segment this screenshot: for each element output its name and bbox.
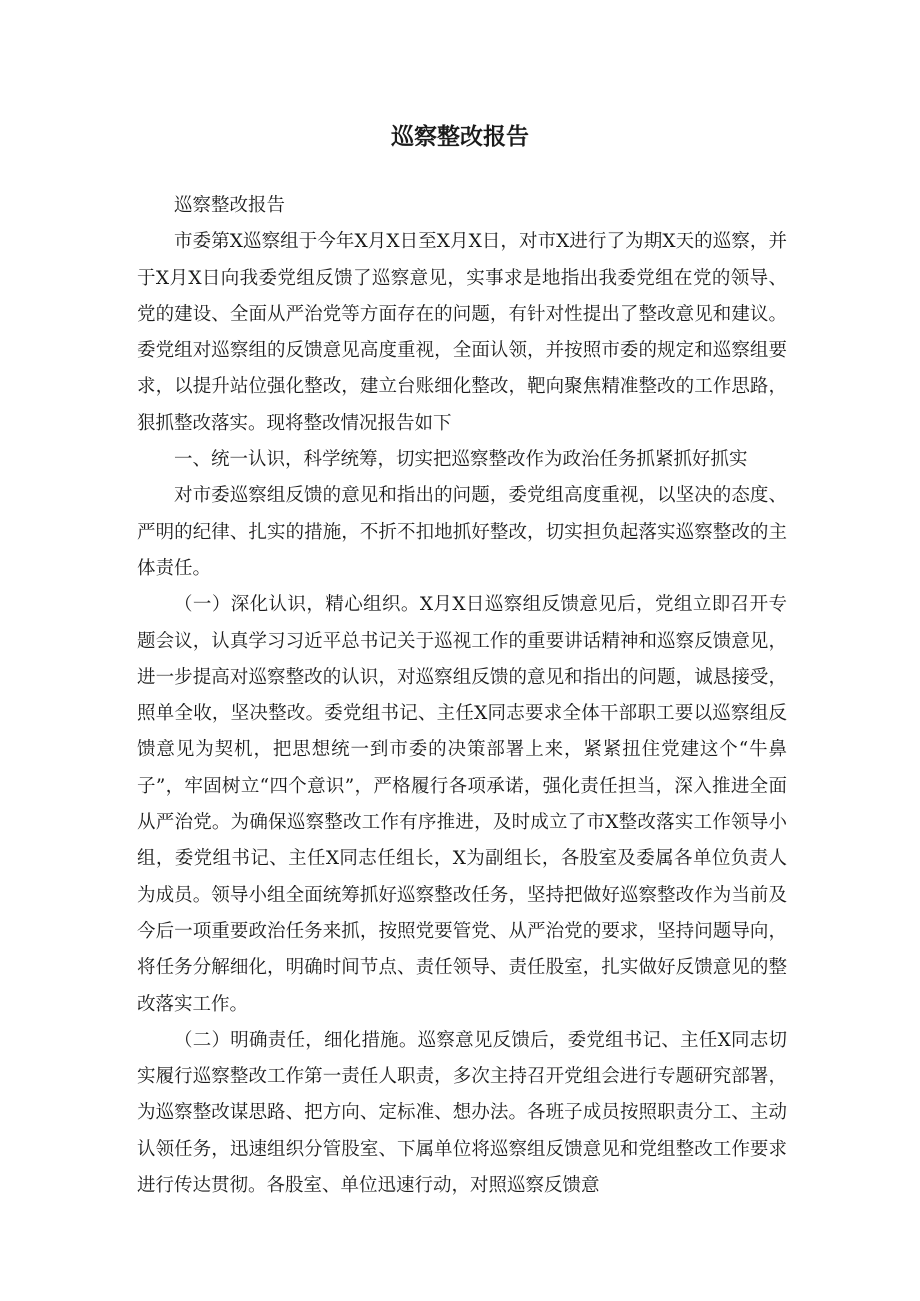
intro-paragraph: 市委第X巡察组于今年X月X日至X月X日，对市X进行了为期X天的巡察，并于X月X日向我委党组反馈了巡察意见，实事求是地指出我委党组在党的领导、党的建设、全面从严治党等方面存在的问题，有针对性提出了整改意见和建议。委党组对巡察组的反馈意见高度重视，全面认领，并按照市委的规定和巡察组要求，以提升站位强化整改，建立台账细化整改，靶向聚焦精准整改的工作思路，狠抓整改落实。现将整改情况报告如下 (137, 231, 787, 434)
subtitle-paragraph: 巡察整改报告 (174, 195, 286, 216)
subsection-2-paragraph: （二）明确责任，细化措施。巡察意见反馈后，委党组书记、主任X同志切实履行巡察整改工作第一责任人职责，多次主持召开党组会进行专题研究部署，为巡察整改谋思路、把方向、定标准、想办法。各班子成员按照职责分工、主动认领任务，迅速组织分管股室、下属单位将巡察组反馈意见和党组整改工作要求进行传达贯彻。各股室、单位迅速行动，对照巡察反馈意 (137, 1029, 787, 1197)
section-1-paragraph: 对市委巡察组反馈的意见和指出的问题，委党组高度重视，以坚决的态度、严明的纪律、扎实的措施，不折不扣地抓好整改，切实担负起落实巡察整改的主体责任。 (137, 485, 787, 579)
section-heading-1: 一、统一认识，科学统筹，切实把巡察整改作为政治任务抓紧抓好抓实 (174, 449, 748, 471)
document-title: 巡察整改报告 (391, 124, 529, 150)
subsection-1-paragraph: （一）深化认识，精心组织。X月X日巡察组反馈意见后，党组立即召开专题会议，认真学习习近平总书记关于巡视工作的重要讲话精神和巡察反馈意见，进一步提高对巡察整改的认识，对巡察组反馈的意见和指出的问题，诚恳接受，照单全收，坚决整改。委党组书记、主任X同志要求全体干部职工要以巡察组反馈意见为契机，把思想统一到市委的决策部署上来，紧紧扭住党建这个“牛鼻子”，牢固树立“四个意识”，严格履行各项承诺，强化责任担当，深入推进全面从严治党。为确保巡察整改工作有序推进，及时成立了市X整改落实工作领导小组，委党组书记、主任X同志任组长，X为副组长，各股室及委属各单位负责人为成员。领导小组全面统筹抓好巡察整改任务，坚持把做好巡察整改作为当前及今后一项重要政治任务来抓，按照党要管党、从严治党的要求，坚持问题导向，将任务分解细化，明确时间节点、责任领导、责任股室，扎实做好反馈意见的整改落实工作。 (137, 594, 787, 1015)
document-body (137, 188, 787, 1204)
